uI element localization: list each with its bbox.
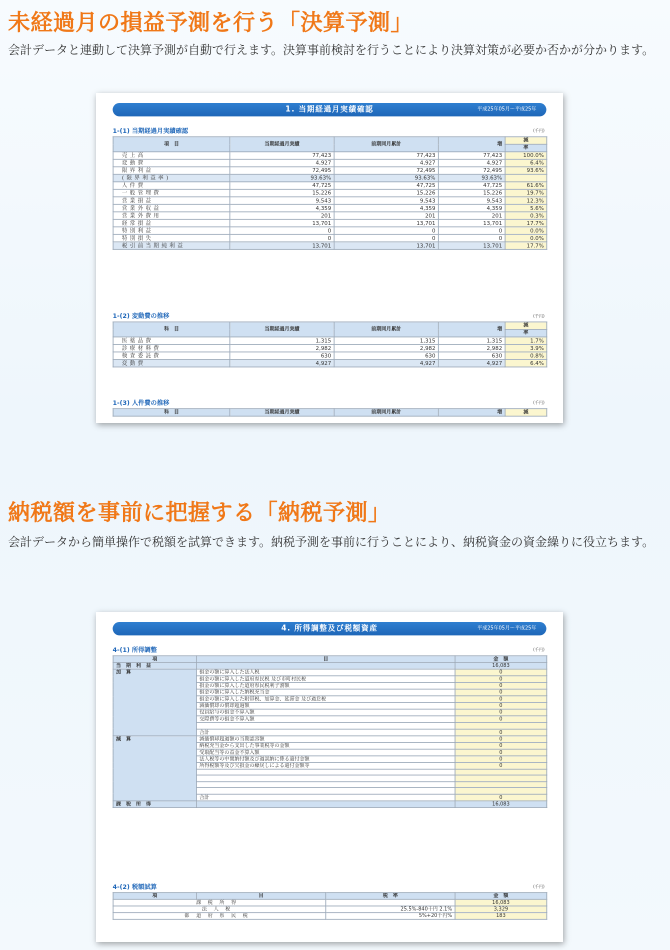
row-label: 営業外収益 xyxy=(113,204,230,212)
add-label: 加算 xyxy=(113,669,196,735)
doc2-table-tax: 項 目 税 率 金 額 課税所得 16,083 法人税 25.5%-840千円 2.1% 3,329 都道府県民税 5%+20千円% 183 xyxy=(113,892,548,920)
diff-value: 1,315 xyxy=(438,337,505,345)
ratio-value: 17.7% xyxy=(505,242,547,250)
amount-value: 0 xyxy=(455,762,547,769)
diff-value: 72,495 xyxy=(438,167,505,175)
ratio-value: 12.3% xyxy=(505,197,547,205)
ratio-value: 3.9% xyxy=(505,344,547,352)
ratio-value: 61.6% xyxy=(505,182,547,190)
doc1-sub3-title: 1-(3) 人件費の推移 xyxy=(112,399,170,407)
table-row xyxy=(113,152,547,160)
current-value: 2,982 xyxy=(230,344,334,352)
doc1-table-variable: 科 目 当期経過月実績 前期同月累計 増 減 率 医薬品費 1,315 1,315 1,315 1.7% 診療材料費 2,982 2,982 2,982 3.9% 検査委託費 630 630 630 0.8% 変動費 4,927 4,927 4,927 6.4% xyxy=(113,322,548,368)
diff-value: 0 xyxy=(438,234,505,242)
current-value: 9,543 xyxy=(230,197,334,205)
current-value: 0 xyxy=(230,227,334,235)
table-row xyxy=(113,242,547,250)
amount-value: 0 xyxy=(455,676,547,683)
amount-value: 0 xyxy=(455,696,547,703)
diff-value: 0 xyxy=(438,227,505,235)
ratio-value: 19.7% xyxy=(505,189,547,197)
ratio-value xyxy=(505,174,547,182)
table-row xyxy=(113,669,547,676)
doc1-sub1-title: 1-(1) 当期経過月実績確認 xyxy=(112,127,189,135)
current-value: 93.63% xyxy=(230,174,334,182)
ratio-value: 0.3% xyxy=(505,212,547,220)
row-label: 損金の額に算入した法人税 xyxy=(196,669,455,676)
table-row xyxy=(113,337,547,345)
diff-value: 77,423 xyxy=(438,152,505,160)
prior-value: 13,701 xyxy=(334,242,438,250)
doc1-sub2-title: 1-(2) 変動費の推移 xyxy=(112,312,170,320)
current-value: 13,701 xyxy=(230,242,334,250)
prior-value: 0 xyxy=(334,227,438,235)
table-row xyxy=(113,197,547,205)
doc1-unit-2: (千円) xyxy=(533,314,545,320)
diff-value: 2,982 xyxy=(438,344,505,352)
row-label: 特別利益 xyxy=(113,227,230,235)
ratio-value: 100.0% xyxy=(505,152,547,160)
rate-value xyxy=(326,899,455,906)
row-label: 経常損益 xyxy=(113,219,230,227)
prior-value: 93.63% xyxy=(334,174,438,182)
deduct-label: 減算 xyxy=(113,736,196,801)
ratio-value: 0.8% xyxy=(505,352,547,360)
row-label: 損金の額に算入した道府県民税利子割額 xyxy=(196,682,455,689)
doc1-banner: 1. 当期経過月実績確認 平成25年05月～平成25年 xyxy=(113,103,547,116)
current-value: 77,423 xyxy=(230,152,334,160)
diff-value: 9,543 xyxy=(438,197,505,205)
row-label: 税引前当期純利益 xyxy=(113,242,230,250)
current-value: 4,927 xyxy=(230,359,334,367)
diff-value: 15,226 xyxy=(438,189,505,197)
row-label: 営業損益 xyxy=(113,197,230,205)
doc2-unit-2: (千円) xyxy=(533,884,545,890)
ratio-value: 5.6% xyxy=(505,204,547,212)
ratio-value: 17.7% xyxy=(505,219,547,227)
diff-value: 201 xyxy=(438,212,505,220)
row-label: 納税充当金から支出した事業税等の金額 xyxy=(196,742,455,749)
row-label: 役員給与の損金不算入額 xyxy=(196,709,455,716)
rate-value: 5%+20千円% xyxy=(326,913,455,920)
taxable-income-label: 課税所得 xyxy=(113,801,196,808)
row-label: 減価償却の償却超過額 xyxy=(196,702,455,709)
table-row xyxy=(113,219,547,227)
table-row xyxy=(113,344,547,352)
table-row xyxy=(113,227,547,235)
doc2-sub1-title: 4-(1) 所得調整 xyxy=(112,646,157,654)
prior-value: 15,226 xyxy=(334,189,438,197)
table-row xyxy=(113,189,547,197)
diff-value: 630 xyxy=(438,352,505,360)
doc1-table-actual: 項 目 当期経過月実績 前期同月累計 増 減 率 売上高 77,423 77,423 77,423 100.0% 変動費 4,927 4,927 4,927 6.4% 限界利益 72,495 72,495 72,495 93.6% (限界利益率) 93.63% 93.63% 93.63% 人件費 47,725 47,725 47,725 61.6% 一般管理費 15,226 15,226 15,226 19.7% 営業損益 9,543 9,543 9,543 12.3% 営業外収益 4,359 4,359 4,359 5.6% 営業外費用 201 201 201 0.3% 経常損益 13,701 13,701 13,701 17.7% 特別利益 0 0 0 0.0% 特別損失 0 0 0 0.0% 税引前当期純利益 13,701 13,701 13,701 17.7% xyxy=(113,136,548,249)
amount-value: 0 xyxy=(455,794,547,801)
diff-value: 93.63% xyxy=(438,174,505,182)
current-value: 1,315 xyxy=(230,337,334,345)
current-value: 4,927 xyxy=(230,159,334,167)
rate-value: 25.5%-840千円 2.1% xyxy=(326,906,455,913)
ratio-value: 0.0% xyxy=(505,227,547,235)
doc2-banner: 4. 所得調整及び税額資産 平成25年05月～平成25年 xyxy=(113,622,547,635)
section2-title: 納税額を事前に把握する「納税予測」 xyxy=(8,501,391,526)
amount-value: 0 xyxy=(455,742,547,749)
row-label: 法人税 xyxy=(113,906,326,913)
row-label: 営業外費用 xyxy=(113,212,230,220)
current-value: 47,725 xyxy=(230,182,334,190)
prior-value: 77,423 xyxy=(334,152,438,160)
blank-cell xyxy=(196,662,455,669)
row-label: 合計 xyxy=(196,794,455,801)
table-row xyxy=(113,662,547,669)
current-value: 72,495 xyxy=(230,167,334,175)
amount-value: 0 xyxy=(455,716,547,723)
section1-title: 未経過月の損益予測を行う「決算予測」 xyxy=(8,11,414,36)
table-row xyxy=(113,352,547,360)
doc2-unit: (千円) xyxy=(533,647,545,653)
amount-value: 0 xyxy=(455,736,547,743)
row-label: 限界利益 xyxy=(113,167,230,175)
diff-value: 13,701 xyxy=(438,242,505,250)
table-row xyxy=(113,906,547,913)
prior-value: 201 xyxy=(334,212,438,220)
table-row xyxy=(113,204,547,212)
row-label: 変動費 xyxy=(113,159,230,167)
current-value: 0 xyxy=(230,234,334,242)
row-label: 診療材料費 xyxy=(113,344,230,352)
prior-value: 4,927 xyxy=(334,359,438,367)
row-label: 変動費 xyxy=(113,359,230,367)
amount-value: 0 xyxy=(455,756,547,763)
amount-value: 16,083 xyxy=(455,801,547,808)
prior-value: 0 xyxy=(334,234,438,242)
diff-value: 4,927 xyxy=(438,159,505,167)
row-label: 課税所得 xyxy=(113,899,326,906)
ratio-value: 6.4% xyxy=(505,359,547,367)
prior-value: 4,927 xyxy=(334,159,438,167)
table-row xyxy=(113,736,547,743)
prior-value: 9,543 xyxy=(334,197,438,205)
row-label: 特別損失 xyxy=(113,234,230,242)
profit-label: 当期利益 xyxy=(113,662,196,669)
prior-value: 2,982 xyxy=(334,344,438,352)
tax-forecast-document xyxy=(96,612,563,942)
row-label: 検査委託費 xyxy=(113,352,230,360)
table-row xyxy=(113,212,547,220)
doc2-table-income: 項 目 金 額 当期利益 16,083 加算 損金の額に算入した法人税 0 損金の額に算入した道府県民税 及び市町村民税 0 損金の額に算入した道府県民税利子割額 0 損金の額に算入した納税充当金 0 損金の額に算入した附帯税、加算金、延滞金 及び過怠税 0 減価償却の償却超過額 0 役員給与の損金不算入額 0 交際費等の損金不算入額 0 合計 0 減算 減価償却超過額の当期認容額 0 納税充当金から支出した事業税等の金額 0 受取配当等の益金不算入額 0 法人税等の中間納付額及び過誤納に係る還付金額 0 所得税額等及び欠損金の繰戻しによる還付金額等 0 合計 0 課税所得 16,083 xyxy=(113,655,548,808)
table-row xyxy=(113,174,547,182)
amount-value: 16,083 xyxy=(455,899,547,906)
row-label: 人件費 xyxy=(113,182,230,190)
amount-value: 0 xyxy=(455,689,547,696)
section2-description: 会計データから簡単操作で税額を試算できます。納税予測を事前に行うことにより、納税資金の資金繰りに役立ちます。 xyxy=(8,535,655,549)
prior-value: 72,495 xyxy=(334,167,438,175)
diff-value: 47,725 xyxy=(438,182,505,190)
table-row xyxy=(113,159,547,167)
ratio-value: 6.4% xyxy=(505,159,547,167)
ratio-value: 93.6% xyxy=(505,167,547,175)
row-label: 損金の額に算入した附帯税、加算金、延滞金 及び過怠税 xyxy=(196,696,455,703)
amount-value: 0 xyxy=(455,682,547,689)
row-label: 法人税等の中間納付額及び過誤納に係る還付金額 xyxy=(196,756,455,763)
doc2-sub2-title: 4-(2) 税額試算 xyxy=(112,883,157,891)
row-label: 所得税額等及び欠損金の繰戻しによる還付金額等 xyxy=(196,762,455,769)
prior-value: 47,725 xyxy=(334,182,438,190)
amount-value: 3,329 xyxy=(455,906,547,913)
row-label: 損金の額に算入した道府県民税 及び市町村民税 xyxy=(196,676,455,683)
table-row xyxy=(113,167,547,175)
table-row xyxy=(113,899,547,906)
row-label: 減価償却超過額の当期認容額 xyxy=(196,736,455,743)
current-value: 630 xyxy=(230,352,334,360)
settlement-forecast-document xyxy=(96,93,563,423)
ratio-value: 1.7% xyxy=(505,337,547,345)
diff-value: 4,927 xyxy=(438,359,505,367)
prior-value: 1,315 xyxy=(334,337,438,345)
row-label: 交際費等の損金不算入額 xyxy=(196,716,455,723)
current-value: 15,226 xyxy=(230,189,334,197)
amount-value: 183 xyxy=(455,913,547,920)
current-value: 201 xyxy=(230,212,334,220)
doc1-table-personnel: 科 目 当期経過月実績 前期同月累計 増 減 xyxy=(113,408,548,416)
row-label: (限界利益率) xyxy=(113,174,230,182)
blank-cell xyxy=(196,801,455,808)
amount-value: 0 xyxy=(455,669,547,676)
prior-value: 630 xyxy=(334,352,438,360)
current-value: 4,359 xyxy=(230,204,334,212)
amount-value: 0 xyxy=(455,729,547,736)
prior-value: 13,701 xyxy=(334,219,438,227)
table-row xyxy=(113,913,547,920)
diff-value: 4,359 xyxy=(438,204,505,212)
table-row xyxy=(113,801,547,808)
amount-value: 0 xyxy=(455,749,547,756)
row-label: 合計 xyxy=(196,729,455,736)
ratio-value: 0.0% xyxy=(505,234,547,242)
diff-value: 13,701 xyxy=(438,219,505,227)
prior-value: 4,359 xyxy=(334,204,438,212)
amount-value: 0 xyxy=(455,702,547,709)
section1-description: 会計データと連動して決算予測が自動で行えます。決算事前検討を行うことにより決算対策が必要か否かが分かります。 xyxy=(8,43,655,57)
row-label: 医薬品費 xyxy=(113,337,230,345)
row-label: 売上高 xyxy=(113,152,230,160)
row-label: 損金の額に算入した納税充当金 xyxy=(196,689,455,696)
current-value: 13,701 xyxy=(230,219,334,227)
amount-value: 0 xyxy=(455,709,547,716)
table-row xyxy=(113,182,547,190)
row-label: 都道府県民税 xyxy=(113,913,326,920)
row-label: 一般管理費 xyxy=(113,189,230,197)
row-label: 受取配当等の益金不算入額 xyxy=(196,749,455,756)
table-row xyxy=(113,359,547,367)
doc1-unit: (千円) xyxy=(533,128,545,134)
doc1-unit-3: (千円) xyxy=(533,400,545,406)
table-row xyxy=(113,234,547,242)
amount-value: 16,083 xyxy=(455,662,547,669)
